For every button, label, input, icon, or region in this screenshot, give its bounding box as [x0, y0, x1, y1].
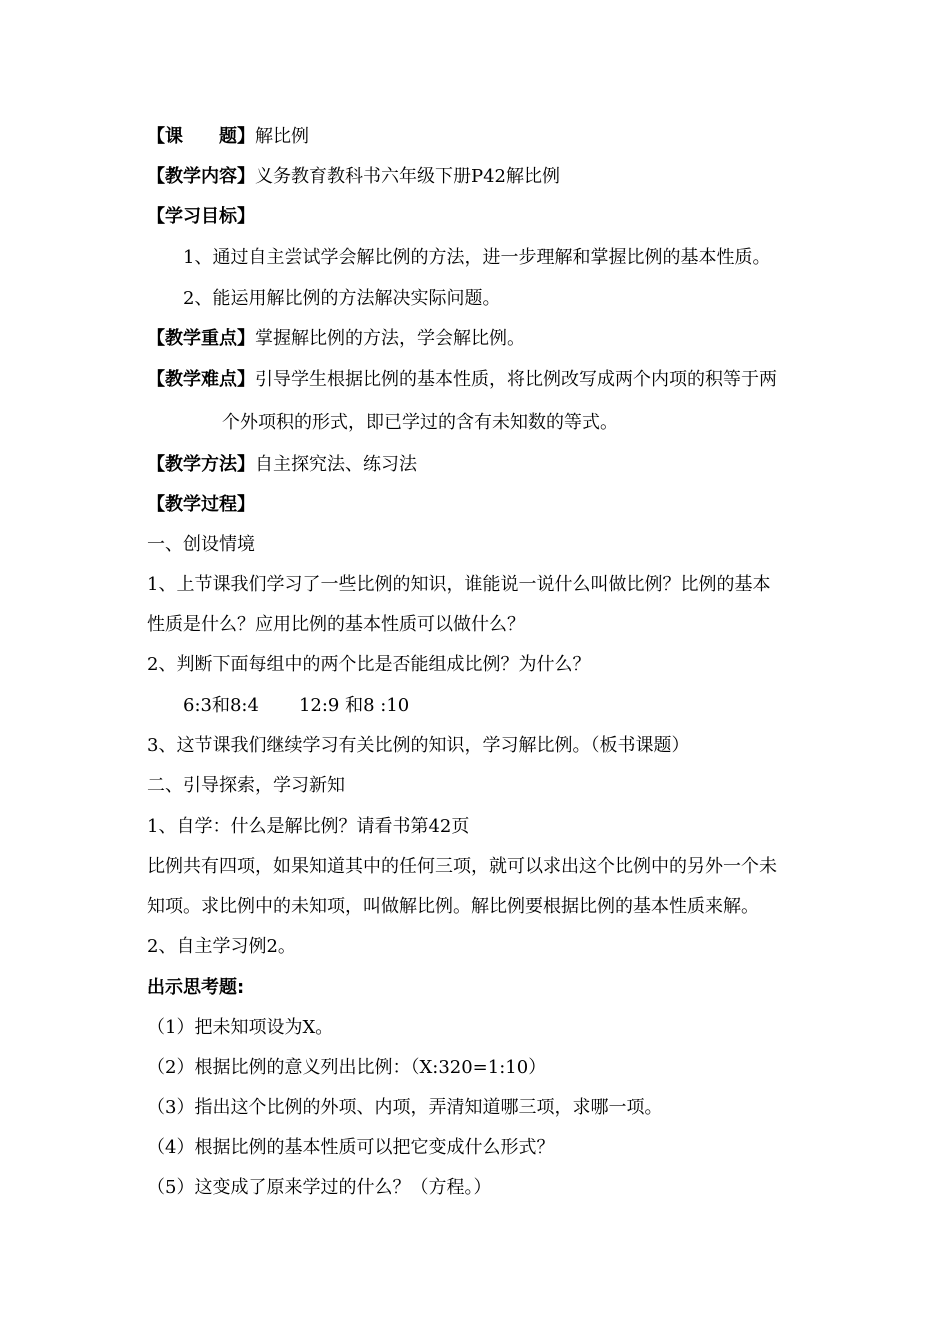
content-value: 义务教育教科书六年级下册P42解比例 — [255, 166, 561, 187]
think-item: （2）根据比例的意义列出比例：（X:320=1:10） — [147, 1057, 547, 1078]
difficulties-line — [147, 368, 777, 392]
content-label: 【教学内容】 — [147, 166, 255, 187]
key-points-label: 【教学重点】 — [147, 328, 255, 349]
think-label: 出示思考题: — [147, 977, 245, 998]
goal-item: 1、通过自主尝试学会解比例的方法，进一步理解和掌握比例的基本性质。 — [183, 247, 771, 268]
paragraph-line: 1、自学：什么是解比例？请看书第42页 — [147, 816, 470, 837]
think-item: （1）把未知项设为X。 — [147, 1017, 334, 1038]
paragraph-line: 3、这节课我们继续学习有关比例的知识，学习解比例。（板书课题） — [147, 735, 690, 756]
process-label: 【教学过程】 — [147, 494, 255, 515]
section-heading: 二、引导探索，学习新知 — [147, 775, 345, 796]
content-line — [147, 165, 560, 189]
topic-value: 解比例 — [255, 126, 309, 147]
section-heading: 一、创设情境 — [147, 534, 255, 555]
paragraph-line: 2、自主学习例2。 — [147, 936, 296, 957]
difficulties-label: 【教学难点】 — [147, 369, 255, 390]
methods-label: 【教学方法】 — [147, 454, 255, 475]
paragraph-line: 性质是什么？应用比例的基本性质可以做什么？ — [147, 614, 525, 635]
methods-value: 自主探究法、练习法 — [255, 454, 417, 475]
think-item: （4）根据比例的基本性质可以把它变成什么形式？ — [147, 1137, 555, 1158]
ratio-pairs-line — [183, 694, 409, 718]
difficulties-continuation: 个外项积的形式，即已学过的含有未知数的等式。 — [222, 412, 618, 433]
topic-line — [147, 125, 309, 149]
goals-label: 【学习目标】 — [147, 206, 255, 227]
think-item: （5）这变成了原来学过的什么？（方程。） — [147, 1177, 492, 1198]
topic-label: 【课 题】 — [147, 126, 255, 147]
think-item: （3）指出这个比例的外项、内项，弄清知道哪三项，求哪一项。 — [147, 1097, 663, 1118]
methods-line — [147, 453, 417, 477]
difficulties-value: 引导学生根据比例的基本性质，将比例改写成两个内项的积等于两 — [255, 369, 777, 390]
ratio-pair: 12:9 和8 :10 — [298, 695, 410, 716]
paragraph-line: 2、判断下面每组中的两个比是否能组成比例？为什么？ — [147, 654, 591, 675]
paragraph-line: 知项。求比例中的未知项，叫做解比例。解比例要根据比例的基本性质来解。 — [147, 896, 759, 917]
goal-item: 2、能运用解比例的方法解决实际问题。 — [183, 288, 501, 309]
key-points-value: 掌握解比例的方法，学会解比例。 — [255, 328, 525, 349]
paragraph-line: 比例共有四项，如果知道其中的任何三项，就可以求出这个比例中的另外一个未 — [147, 856, 777, 877]
paragraph-line: 1、上节课我们学习了一些比例的知识，谁能说一说什么叫做比例？比例的基本 — [147, 574, 771, 595]
ratio-pair: 6:3和8:4 — [183, 695, 259, 716]
key-points-line — [147, 327, 525, 351]
